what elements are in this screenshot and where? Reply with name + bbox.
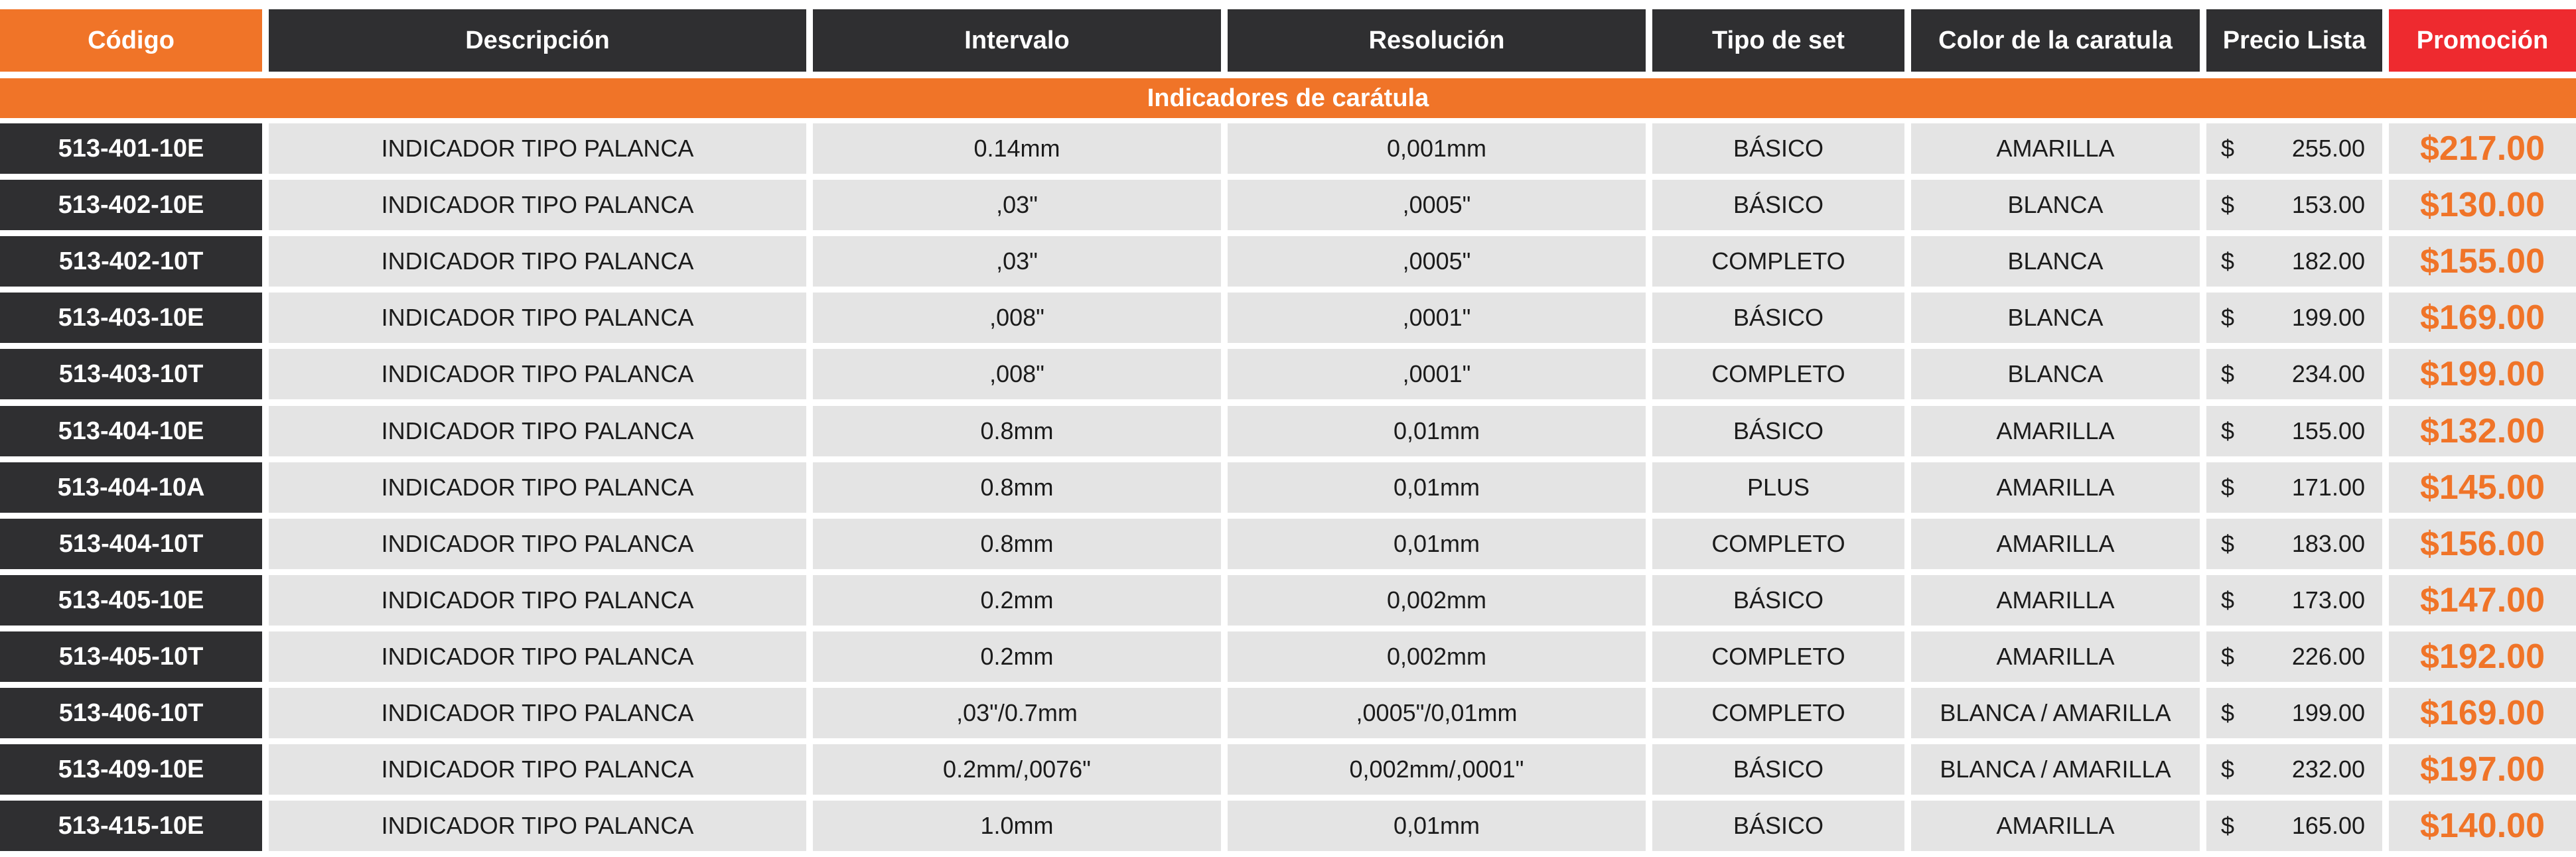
cell-intervalo: 0.2mm — [813, 575, 1221, 626]
cell-color: BLANCA — [1911, 180, 2200, 230]
cell-promocion: $155.00 — [2389, 236, 2576, 287]
cell-resolucion: 0,002mm — [1228, 631, 1646, 682]
cell-descripcion: INDICADOR TIPO PALANCA — [269, 631, 806, 682]
price-value: 171.00 — [2291, 474, 2365, 501]
cell-tipo-set: BÁSICO — [1652, 744, 1904, 795]
cell-resolucion: 0,002mm — [1228, 575, 1646, 626]
cell-color: AMARILLA — [1911, 631, 2200, 682]
currency-symbol: $ — [2221, 135, 2235, 162]
cell-descripcion: INDICADOR TIPO PALANCA — [269, 519, 806, 569]
header-resolucion: Resolución — [1228, 9, 1646, 72]
cell-intervalo: 0.2mm — [813, 631, 1221, 682]
cell-intervalo: ,03" — [813, 180, 1221, 230]
currency-symbol: $ — [2221, 304, 2235, 331]
currency-symbol: $ — [2221, 586, 2235, 614]
cell-descripcion: INDICADOR TIPO PALANCA — [269, 801, 806, 851]
currency-symbol: $ — [2221, 530, 2235, 557]
price-value: 255.00 — [2291, 135, 2365, 162]
cell-tipo-set: BÁSICO — [1652, 801, 1904, 851]
cell-color: AMARILLA — [1911, 406, 2200, 456]
cell-descripcion: INDICADOR TIPO PALANCA — [269, 236, 806, 287]
currency-symbol: $ — [2221, 756, 2235, 783]
price-value: 155.00 — [2291, 417, 2365, 444]
price-value: 234.00 — [2291, 360, 2365, 387]
cell-promocion: $156.00 — [2389, 519, 2576, 569]
cell-codigo: 513-404-10E — [0, 406, 262, 456]
cell-precio-lista — [2206, 293, 2382, 343]
cell-precio-lista — [2206, 406, 2382, 456]
cell-promocion: $192.00 — [2389, 631, 2576, 682]
cell-promocion: $169.00 — [2389, 688, 2576, 738]
cell-precio-lista — [2206, 575, 2382, 626]
cell-promocion: $145.00 — [2389, 462, 2576, 513]
cell-promocion: $197.00 — [2389, 744, 2576, 795]
cell-descripcion: INDICADOR TIPO PALANCA — [269, 688, 806, 738]
cell-codigo: 513-403-10T — [0, 349, 262, 399]
cell-color: AMARILLA — [1911, 575, 2200, 626]
cell-promocion: $169.00 — [2389, 293, 2576, 343]
currency-symbol: $ — [2221, 812, 2235, 839]
cell-precio-lista — [2206, 631, 2382, 682]
price-value: 183.00 — [2291, 530, 2365, 557]
cell-precio-lista — [2206, 519, 2382, 569]
currency-symbol: $ — [2221, 474, 2235, 501]
cell-resolucion: 0,001mm — [1228, 123, 1646, 174]
header-descripcion: Descripción — [269, 9, 806, 72]
cell-precio-lista — [2206, 688, 2382, 738]
cell-precio-lista — [2206, 801, 2382, 851]
cell-codigo: 513-406-10T — [0, 688, 262, 738]
cell-tipo-set: BÁSICO — [1652, 406, 1904, 456]
cell-color: BLANCA — [1911, 349, 2200, 399]
cell-color: AMARILLA — [1911, 462, 2200, 513]
cell-promocion: $199.00 — [2389, 349, 2576, 399]
cell-tipo-set: BÁSICO — [1652, 293, 1904, 343]
cell-resolucion: ,0005"/0,01mm — [1228, 688, 1646, 738]
currency-symbol: $ — [2221, 699, 2235, 726]
cell-precio-lista — [2206, 236, 2382, 287]
cell-resolucion: 0,01mm — [1228, 519, 1646, 569]
cell-codigo: 513-405-10E — [0, 575, 262, 626]
cell-precio-lista — [2206, 744, 2382, 795]
cell-tipo-set: COMPLETO — [1652, 519, 1904, 569]
cell-descripcion: INDICADOR TIPO PALANCA — [269, 744, 806, 795]
cell-precio-lista — [2206, 123, 2382, 174]
cell-descripcion: INDICADOR TIPO PALANCA — [269, 462, 806, 513]
price-value: 182.00 — [2291, 247, 2365, 275]
cell-descripcion: INDICADOR TIPO PALANCA — [269, 406, 806, 456]
cell-descripcion: INDICADOR TIPO PALANCA — [269, 575, 806, 626]
cell-color: BLANCA — [1911, 236, 2200, 287]
cell-promocion: $130.00 — [2389, 180, 2576, 230]
cell-descripcion: INDICADOR TIPO PALANCA — [269, 293, 806, 343]
cell-resolucion: 0,01mm — [1228, 801, 1646, 851]
price-value: 153.00 — [2291, 191, 2365, 218]
price-value: 232.00 — [2291, 756, 2365, 783]
cell-intervalo: ,03" — [813, 236, 1221, 287]
currency-symbol: $ — [2221, 643, 2235, 670]
price-value: 165.00 — [2291, 812, 2365, 839]
cell-intervalo: ,008" — [813, 293, 1221, 343]
cell-intervalo: ,03"/0.7mm — [813, 688, 1221, 738]
cell-resolucion: ,0001" — [1228, 293, 1646, 343]
price-value: 226.00 — [2291, 643, 2365, 670]
cell-descripcion: INDICADOR TIPO PALANCA — [269, 123, 806, 174]
cell-tipo-set: BÁSICO — [1652, 123, 1904, 174]
currency-symbol: $ — [2221, 417, 2235, 444]
price-value: 199.00 — [2291, 699, 2365, 726]
cell-codigo: 513-403-10E — [0, 293, 262, 343]
cell-precio-lista — [2206, 180, 2382, 230]
currency-symbol: $ — [2221, 360, 2235, 387]
cell-resolucion: 0,002mm/,0001" — [1228, 744, 1646, 795]
cell-color: AMARILLA — [1911, 801, 2200, 851]
cell-resolucion: 0,01mm — [1228, 406, 1646, 456]
currency-symbol: $ — [2221, 247, 2235, 275]
currency-symbol: $ — [2221, 191, 2235, 218]
cell-tipo-set: BÁSICO — [1652, 575, 1904, 626]
cell-resolucion: ,0001" — [1228, 349, 1646, 399]
cell-tipo-set: COMPLETO — [1652, 236, 1904, 287]
cell-tipo-set: PLUS — [1652, 462, 1904, 513]
header-color: Color de la caratula — [1911, 9, 2200, 72]
cell-color: AMARILLA — [1911, 123, 2200, 174]
cell-descripcion: INDICADOR TIPO PALANCA — [269, 349, 806, 399]
cell-color: BLANCA / AMARILLA — [1911, 688, 2200, 738]
cell-precio-lista — [2206, 462, 2382, 513]
cell-intervalo: ,008" — [813, 349, 1221, 399]
price-value: 173.00 — [2291, 586, 2365, 614]
header-intervalo: Intervalo — [813, 9, 1221, 72]
price-value: 199.00 — [2291, 304, 2365, 331]
cell-tipo-set: COMPLETO — [1652, 349, 1904, 399]
section-banner: Indicadores de carátula — [0, 78, 2576, 118]
cell-intervalo: 0.2mm/,0076" — [813, 744, 1221, 795]
cell-tipo-set: COMPLETO — [1652, 631, 1904, 682]
cell-intervalo: 0.14mm — [813, 123, 1221, 174]
cell-codigo: 513-404-10A — [0, 462, 262, 513]
cell-promocion: $140.00 — [2389, 801, 2576, 851]
cell-color: AMARILLA — [1911, 519, 2200, 569]
cell-promocion: $217.00 — [2389, 123, 2576, 174]
cell-codigo: 513-401-10E — [0, 123, 262, 174]
cell-tipo-set: COMPLETO — [1652, 688, 1904, 738]
cell-promocion: $132.00 — [2389, 406, 2576, 456]
cell-codigo: 513-415-10E — [0, 801, 262, 851]
cell-codigo: 513-402-10E — [0, 180, 262, 230]
cell-intervalo: 1.0mm — [813, 801, 1221, 851]
header-tipo-set: Tipo de set — [1652, 9, 1904, 72]
cell-codigo: 513-404-10T — [0, 519, 262, 569]
cell-descripcion: INDICADOR TIPO PALANCA — [269, 180, 806, 230]
cell-precio-lista — [2206, 349, 2382, 399]
cell-resolucion: ,0005" — [1228, 236, 1646, 287]
cell-promocion: $147.00 — [2389, 575, 2576, 626]
header-promocion: Promoción — [2389, 9, 2576, 72]
cell-resolucion: 0,01mm — [1228, 462, 1646, 513]
cell-codigo: 513-405-10T — [0, 631, 262, 682]
cell-color: BLANCA / AMARILLA — [1911, 744, 2200, 795]
header-codigo: Código — [0, 9, 262, 72]
cell-codigo: 513-402-10T — [0, 236, 262, 287]
cell-intervalo: 0.8mm — [813, 406, 1221, 456]
cell-color: BLANCA — [1911, 293, 2200, 343]
cell-codigo: 513-409-10E — [0, 744, 262, 795]
cell-intervalo: 0.8mm — [813, 519, 1221, 569]
cell-tipo-set: BÁSICO — [1652, 180, 1904, 230]
cell-resolucion: ,0005" — [1228, 180, 1646, 230]
header-precio-lista: Precio Lista — [2206, 9, 2382, 72]
cell-intervalo: 0.8mm — [813, 462, 1221, 513]
